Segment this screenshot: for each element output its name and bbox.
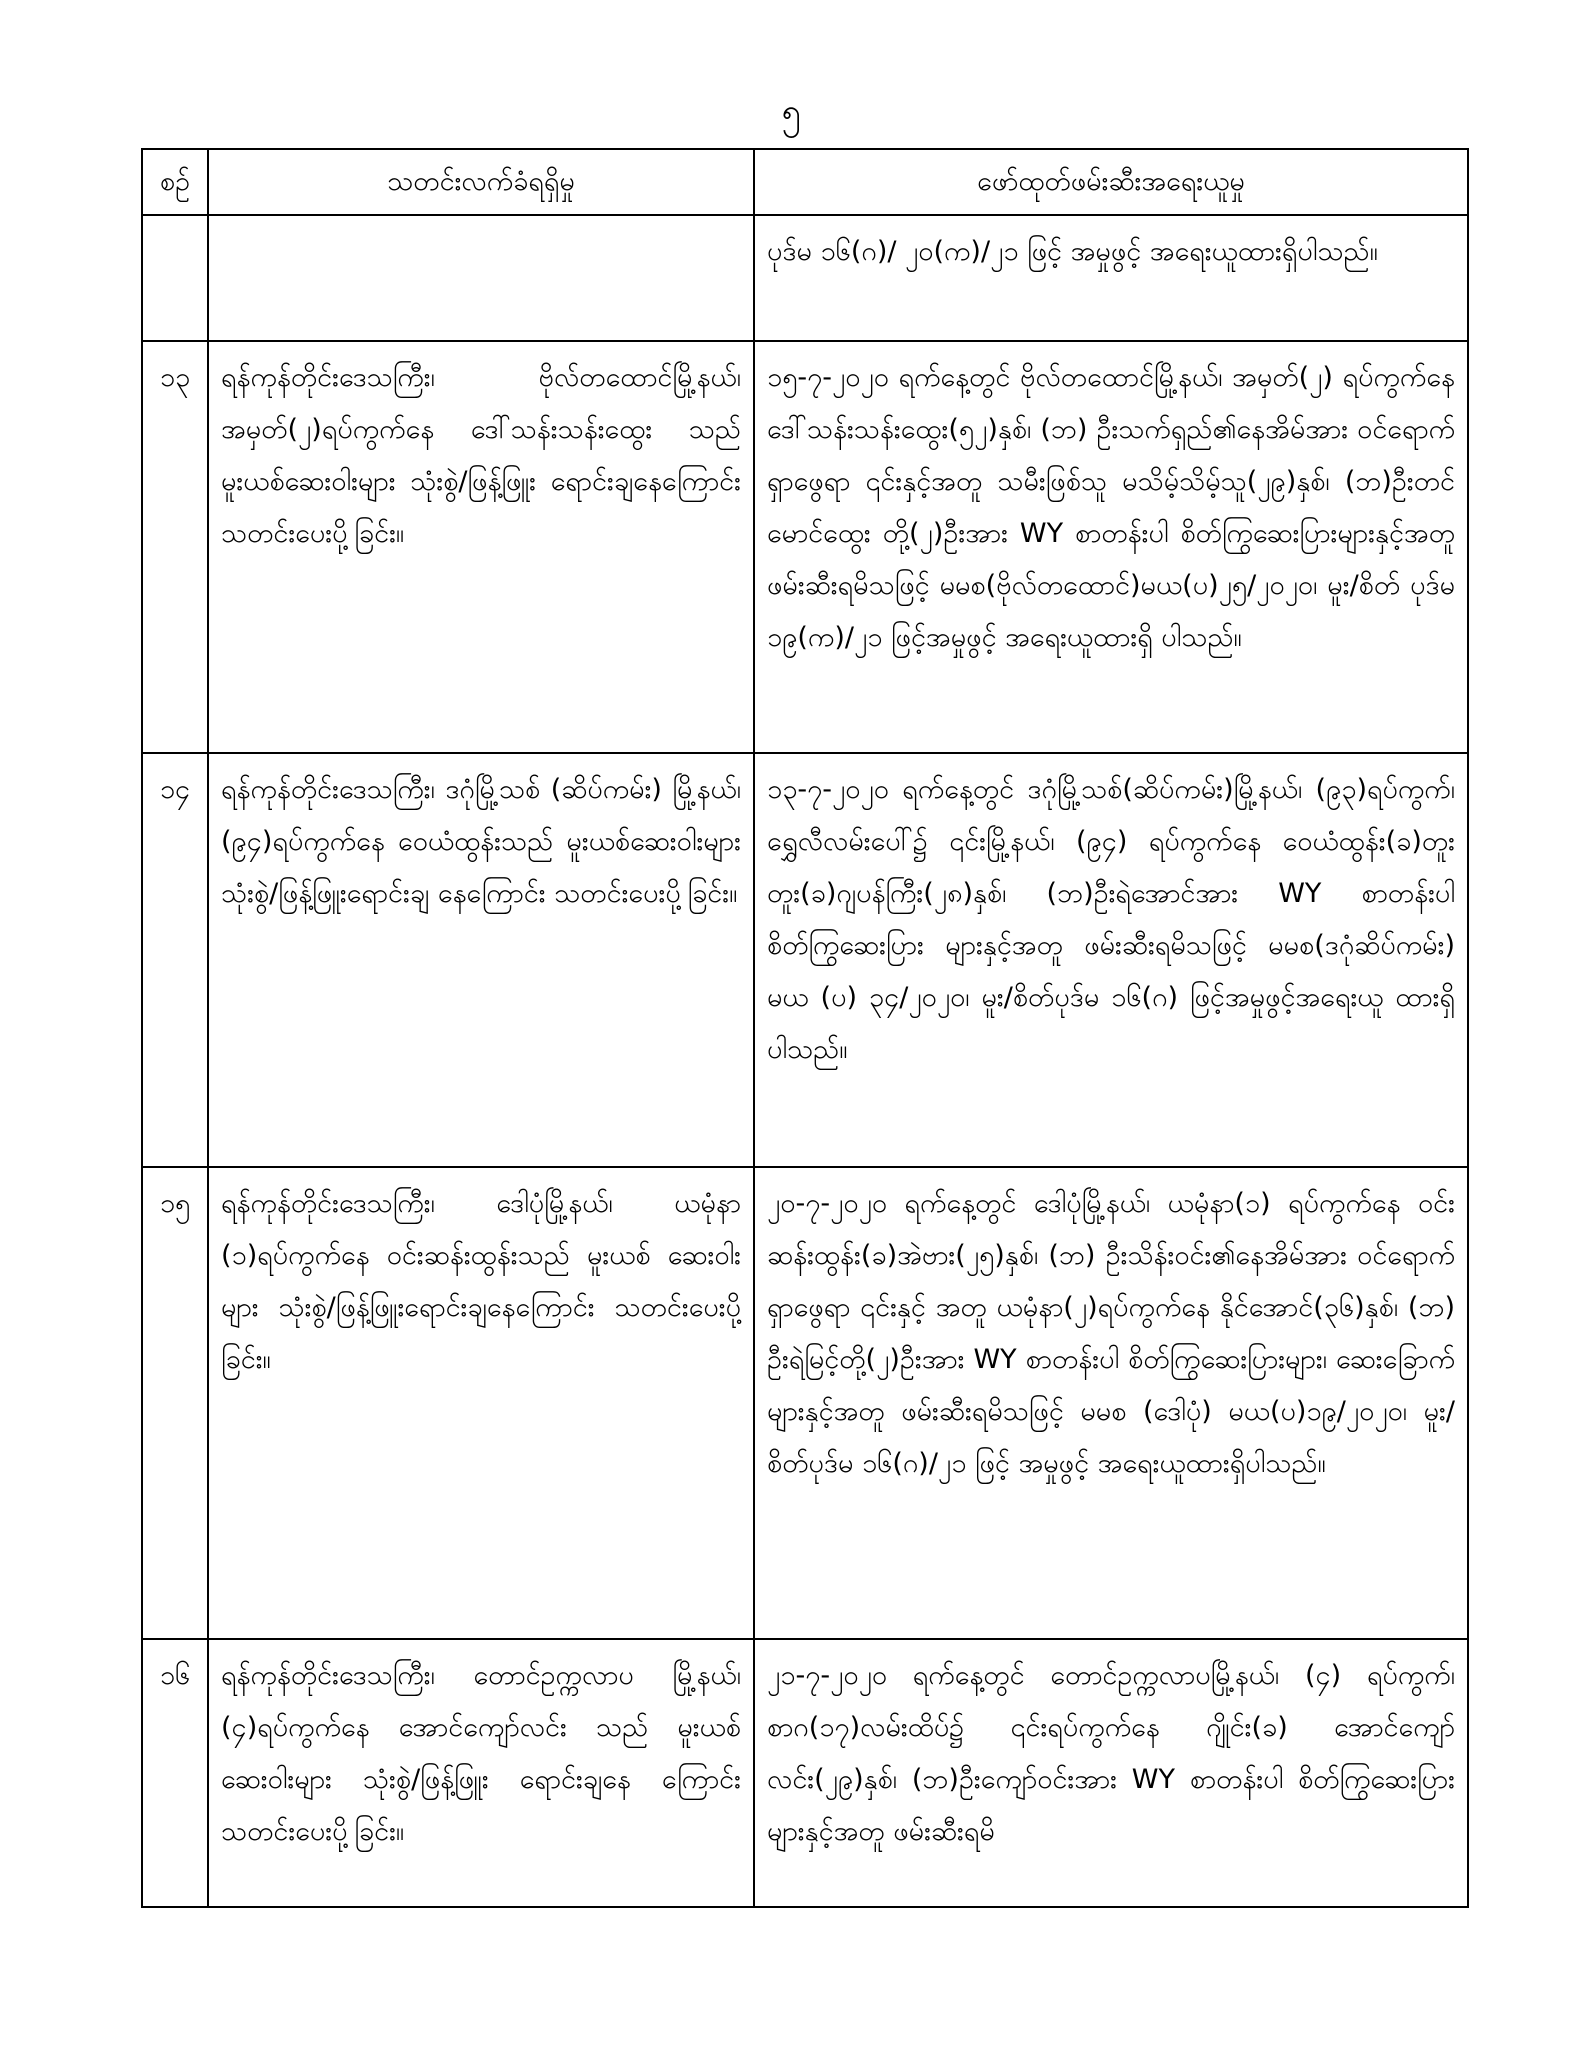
row-number <box>142 215 208 341</box>
table-row <box>142 215 1468 341</box>
row-number: ၁၃ <box>142 341 208 753</box>
header-info: သတင်းလက်ခံရရှိမှု <box>208 149 754 215</box>
info-cell: ရန်ကုန်တိုင်းဒေသကြီး၊ တောင်ဥက္ကလာပ မြို့နယ်၊ (၄)ရပ်ကွက်နေ အောင်ကျော်လင်း သည် မူးယစ်ဆေးဝါးများ သုံးစွဲ/ဖြန့်ဖြူး ရောင်းချနေ ကြောင်း သတင်းပေးပို့ခြင်း။ <box>208 1639 754 1907</box>
action-cell: ၁၅-၇-၂၀၂၀ ရက်နေ့တွင် ဗိုလ်တထောင်မြို့နယ်၊ အမှတ်(၂) ရပ်ကွက်နေ ဒေါ်သန်းသန်းထွေး(၅၂)နှစ်၊ (ဘ) ဦးသက်ရှည်၏နေအိမ်အား ဝင်ရောက်ရှာဖွေရာ ၎င်းနှင့်အတူ သမီးဖြစ်သူ မသိမ့်သိမ့်သူ(၂၉)နှစ်၊ (ဘ)ဦးတင်မောင်ထွေး တို့(၂)ဦးအား WY စာတန်းပါ စိတ်ကြွဆေးပြားများနှင့်အတူ ဖမ်းဆီးရမိသဖြင့် မမစ(ဗိုလ်တထောင်)မယ(ပ)၂၅/၂၀၂၀၊ မူး/စိတ် ပုဒ်မ ၁၉(က)/၂၁ ဖြင့်အမှုဖွင့် အရေးယူထားရှိ ပါသည်။ <box>754 341 1468 753</box>
action-cell: ၂၁-၇-၂၀၂၀ ရက်နေ့တွင် တောင်ဥက္ကလာပမြို့နယ်၊ (၄) ရပ်ကွက်၊ စာဂ(၁၇)လမ်းထိပ်၌ ၎င်းရပ်ကွက်နေ ဂျိုင်း(ခ) အောင်ကျော်လင်း(၂၉)နှစ်၊ (ဘ)ဦးကျော်ဝင်းအား WY စာတန်းပါ စိတ်ကြွဆေးပြားများနှင့်အတူ ဖမ်းဆီးရမိ <box>754 1639 1468 1907</box>
table-row <box>142 1639 1468 1907</box>
action-cell: ပုဒ်မ ၁၆(ဂ)/ ၂၀(က)/၂၁ ဖြင့် အမှုဖွင့် အရေးယူထားရှိပါသည်။ <box>754 215 1468 341</box>
table-row <box>142 1167 1468 1639</box>
page-number: ၅ <box>781 92 801 132</box>
table-header-row <box>142 149 1468 215</box>
action-cell: ၂၀-၇-၂၀၂၀ ရက်နေ့တွင် ဒေါပုံမြို့နယ်၊ ယမုံနာ(၁) ရပ်ကွက်နေ ဝင်းဆန်းထွန်း(ခ)အဲဗား(၂၅)နှစ်၊ (ဘ) ဦးသိန်းဝင်း၏နေအိမ်အား ဝင်ရောက်ရှာဖွေရာ ၎င်းနှင့် အတူ ယမုံနာ(၂)ရပ်ကွက်နေ နိုင်အောင်(၃၆)နှစ်၊ (ဘ) ဦးရဲမြင့်တို့(၂)ဦးအား WY စာတန်းပါ စိတ်ကြွဆေးပြားများ၊ ဆေးခြောက်များနှင့်အတူ ဖမ်းဆီးရမိသဖြင့် မမစ (ဒေါပုံ) မယ(ပ)၁၉/၂၀၂၀၊ မူး/စိတ်ပုဒ်မ ၁၆(ဂ)/၂၁ ဖြင့် အမှုဖွင့် အရေးယူထားရှိပါသည်။ <box>754 1167 1468 1639</box>
row-number: ၁၆ <box>142 1639 208 1907</box>
table-row <box>142 341 1468 753</box>
row-number: ၁၅ <box>142 1167 208 1639</box>
info-cell <box>208 215 754 341</box>
header-action: ဖော်ထုတ်ဖမ်းဆီးအရေးယူမှု <box>754 149 1468 215</box>
action-cell: ၁၃-၇-၂၀၂၀ ရက်နေ့တွင် ဒဂုံမြို့သစ်(ဆိပ်ကမ်း)မြို့နယ်၊ (၉၃)ရပ်ကွက်၊ ရွှေလီလမ်းပေါ်၌ ၎င်းမြို့နယ်၊ (၉၄) ရပ်ကွက်နေ ဝေယံထွန်း(ခ)တူးတူး(ခ)ဂျပန်ကြီး(၂၈)နှစ်၊ (ဘ)ဦးရဲအောင်အား WY စာတန်းပါစိတ်ကြွဆေးပြား များနှင့်အတူ ဖမ်းဆီးရမိသဖြင့် မမစ(ဒဂုံဆိပ်ကမ်း) မယ (ပ) ၃၄/၂၀၂၀၊ မူး/စိတ်ပုဒ်မ ၁၆(ဂ) ဖြင့်အမှုဖွင့်အရေးယူ ထားရှိပါသည်။ <box>754 753 1468 1167</box>
table-row <box>142 753 1468 1167</box>
info-cell: ရန်ကုန်တိုင်းဒေသကြီး၊ ဒဂုံမြို့သစ် (ဆိပ်ကမ်း) မြို့နယ်၊ (၉၄)ရပ်ကွက်နေ ဝေယံထွန်းသည် မူးယစ်ဆေးဝါးများ သုံးစွဲ/ဖြန့်ဖြူးရောင်းချ နေကြောင်း သတင်းပေးပို့ခြင်း။ <box>208 753 754 1167</box>
row-number: ၁၄ <box>142 753 208 1167</box>
report-table <box>141 148 1469 1908</box>
header-no: စဉ် <box>142 149 208 215</box>
info-cell: ရန်ကုန်တိုင်းဒေသကြီး၊ ဒေါပုံမြို့နယ်၊ ယမုံနာ (၁)ရပ်ကွက်နေ ဝင်းဆန်းထွန်းသည် မူးယစ် ဆေးဝါးများ သုံးစွဲ/ဖြန့်ဖြူးရောင်းချနေကြောင်း သတင်းပေးပို့ခြင်း။ <box>208 1167 754 1639</box>
info-cell: ရန်ကုန်တိုင်းဒေသကြီး၊ ဗိုလ်တထောင်မြို့နယ်၊ အမှတ်(၂)ရပ်ကွက်နေ ဒေါ်သန်းသန်းထွေး သည် မူးယစ်ဆေးဝါးများ သုံးစွဲ/ဖြန့်ဖြူး ရောင်းချနေကြောင်း သတင်းပေးပို့ခြင်း။ <box>208 341 754 753</box>
